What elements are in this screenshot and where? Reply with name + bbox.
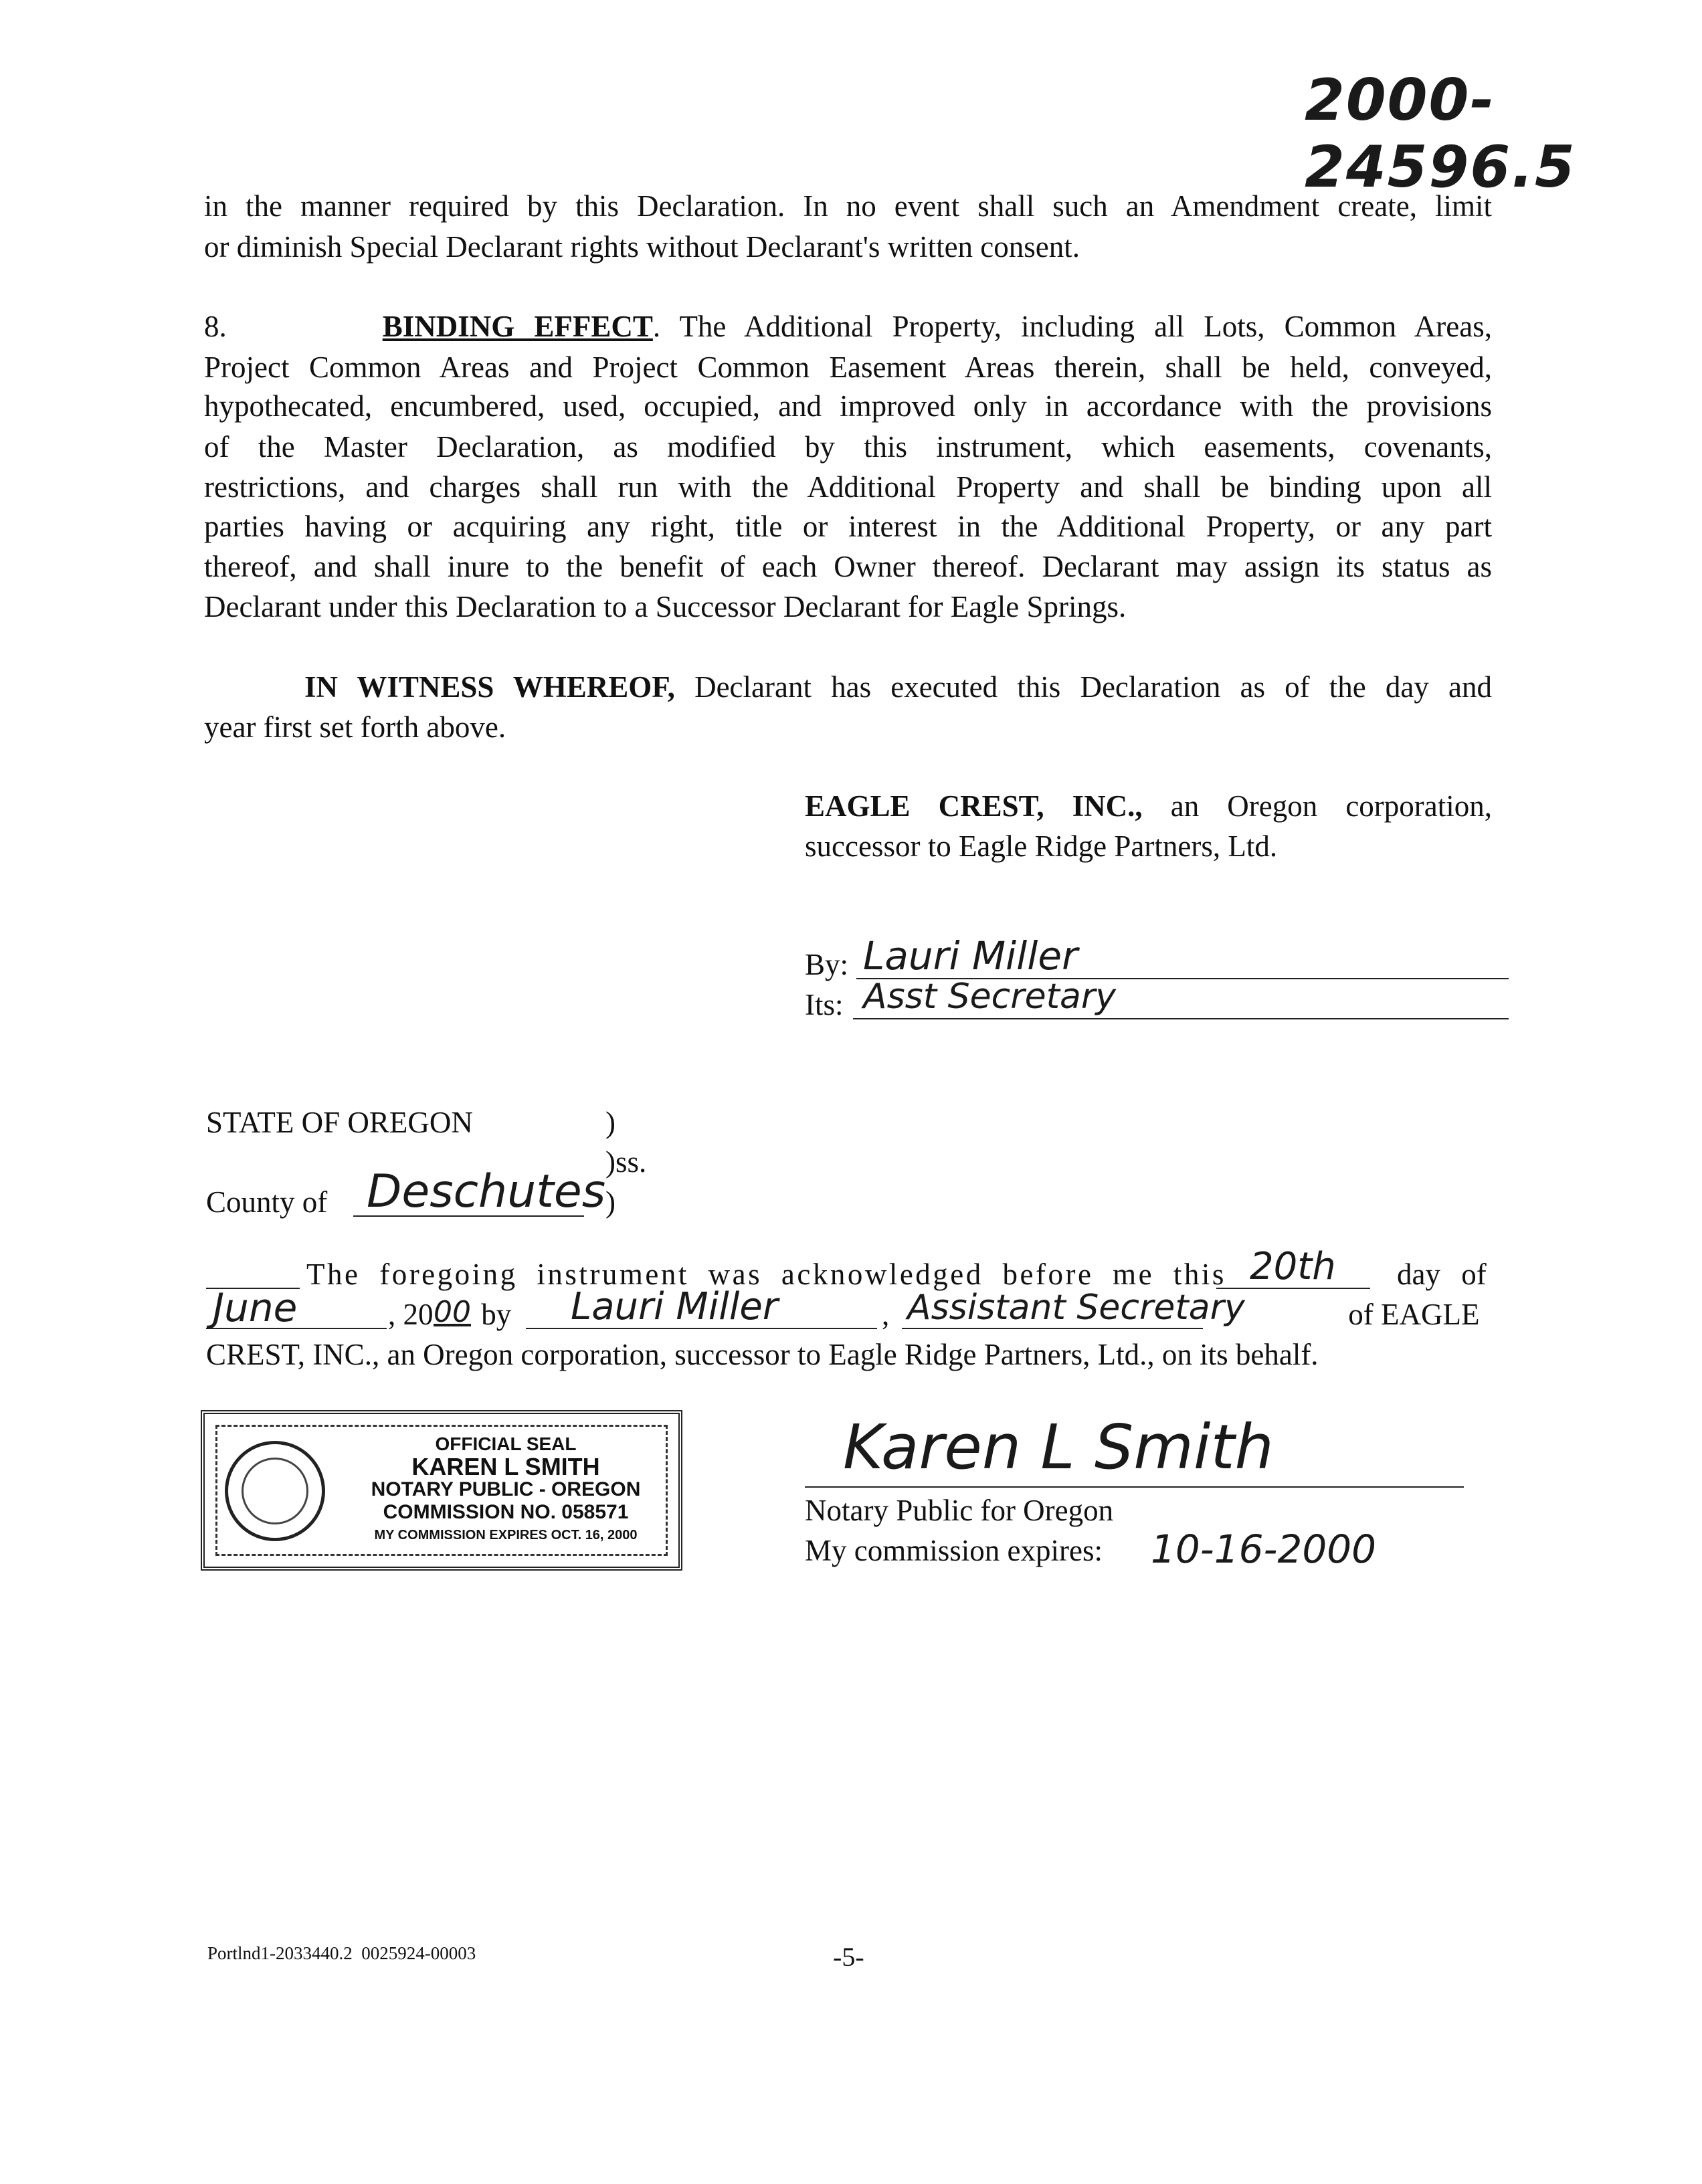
signatory-company: EAGLE CREST, INC., — [805, 789, 1143, 823]
seal-line-4: COMMISSION NO. 058571 — [383, 1501, 629, 1523]
signatory-successor: successor to Eagle Ridge Partners, Ltd. — [805, 829, 1278, 863]
venue-paren-1: ) — [605, 1106, 616, 1139]
notary-expires-value: 10-16-2000 — [1151, 1526, 1377, 1572]
witness-line-1 — [304, 667, 1492, 708]
seal-line-5: MY COMMISSION EXPIRES OCT. 16, 2000 — [374, 1528, 638, 1543]
signatory-company-rest: an Oregon corporation, — [1142, 789, 1492, 823]
venue-ss: )ss. — [605, 1145, 647, 1179]
section-8-heading: BINDING EFFECT — [382, 310, 653, 343]
continued-line-2: or diminish Special Declarant rights without Declarant's written consent. — [204, 230, 1080, 264]
ack-year-prefix: , 20 — [388, 1298, 434, 1331]
county-value: Deschutes — [367, 1165, 606, 1218]
venue-state: STATE OF OREGON — [206, 1106, 473, 1139]
venue-county-label: County of — [206, 1185, 328, 1219]
footer-doc-id: Portlnd1-2033440.2 0025924-00003 — [207, 1943, 476, 1963]
continued-line-1: in the manner required by this Declaration. In no event shall such an Amendment create, limit — [204, 189, 1492, 223]
venue-paren-3: ) — [605, 1185, 616, 1219]
by-signature: Lauri Miller — [863, 933, 1078, 979]
section-8-first-line — [204, 306, 1492, 347]
ack-day-value: 20th — [1250, 1245, 1336, 1288]
witness-rest: Declarant has executed this Declaration as of the day and — [674, 670, 1492, 704]
section-8-line: Project Common Areas and Project Common Easement Areas therein, shall be held, conveyed, — [204, 351, 1492, 384]
notary-title: Notary Public for Oregon — [805, 1494, 1114, 1527]
its-value: Asst Secretary — [863, 977, 1117, 1017]
notary-expires-label: My commission expires: — [805, 1534, 1103, 1567]
ack-line-3: CREST, INC., an Oregon corporation, successor to Eagle Ridge Partners, Ltd., on its behalf. — [206, 1338, 1319, 1371]
notary-signature-line — [805, 1486, 1464, 1488]
section-8-line: thereof, and shall inure to the benefit of each Owner thereof. Declarant may assign its status as — [204, 550, 1492, 583]
ack-month-value: June — [213, 1285, 298, 1330]
seal-text — [339, 1433, 673, 1547]
section-8-line: of the Master Declaration, as modified by this instrument, which easements, covenants, — [204, 430, 1492, 464]
official-seal — [201, 1410, 682, 1571]
its-label: Its: — [805, 988, 844, 1021]
section-8-line-0: . The Additional Property, including all Lots, Common Areas, — [652, 310, 1492, 343]
seal-emblem-inner-ring — [242, 1458, 308, 1524]
signatory-company-line — [805, 786, 1492, 827]
seal-emblem-icon — [225, 1441, 325, 1541]
ack-part1: The foregoing instrument was acknowledged before me this — [306, 1258, 1226, 1291]
by-label: By: — [805, 948, 849, 981]
ack-part2: day of — [1397, 1258, 1487, 1291]
witness-lead: IN WITNESS WHEREOF, — [304, 670, 675, 704]
notary-signature: Karen L Smith — [843, 1411, 1274, 1483]
section-8-line: Declarant under this Declaration to a Successor Declarant for Eagle Springs. — [204, 590, 1127, 623]
ack-name-value: Lauri Miller — [571, 1285, 778, 1328]
ack-line-2 — [206, 1285, 1497, 1335]
witness-line-2: year first set forth above. — [204, 710, 506, 744]
ack-comma: , — [882, 1298, 897, 1331]
ack-by-label: by — [474, 1298, 519, 1331]
ack-year-value: 00 — [434, 1295, 471, 1329]
footer-page-number: -5- — [833, 1942, 864, 1972]
seal-line-1: OFFICIAL SEAL — [435, 1433, 577, 1454]
section-8-number: 8. — [204, 310, 227, 343]
section-8-line: restrictions, and charges shall run with the Additional Property and shall be binding upon all — [204, 470, 1492, 504]
ack-title-value: Assistant Secretary — [907, 1288, 1245, 1328]
seal-line-2: KAREN L SMITH — [411, 1453, 600, 1480]
recording-number: 2000-24596.5 — [1305, 67, 1576, 201]
ack-of-eagle: of EAGLE — [1341, 1298, 1480, 1331]
its-value-line — [853, 1018, 1509, 1019]
seal-line-3: NOTARY PUBLIC - OREGON — [371, 1478, 641, 1500]
section-8-line: parties having or acquiring any right, title or interest in the Additional Property, or any part — [204, 510, 1492, 543]
section-8-line: hypothecated, encumbered, used, occupied, and improved only in accordance with the provisions — [204, 389, 1492, 423]
